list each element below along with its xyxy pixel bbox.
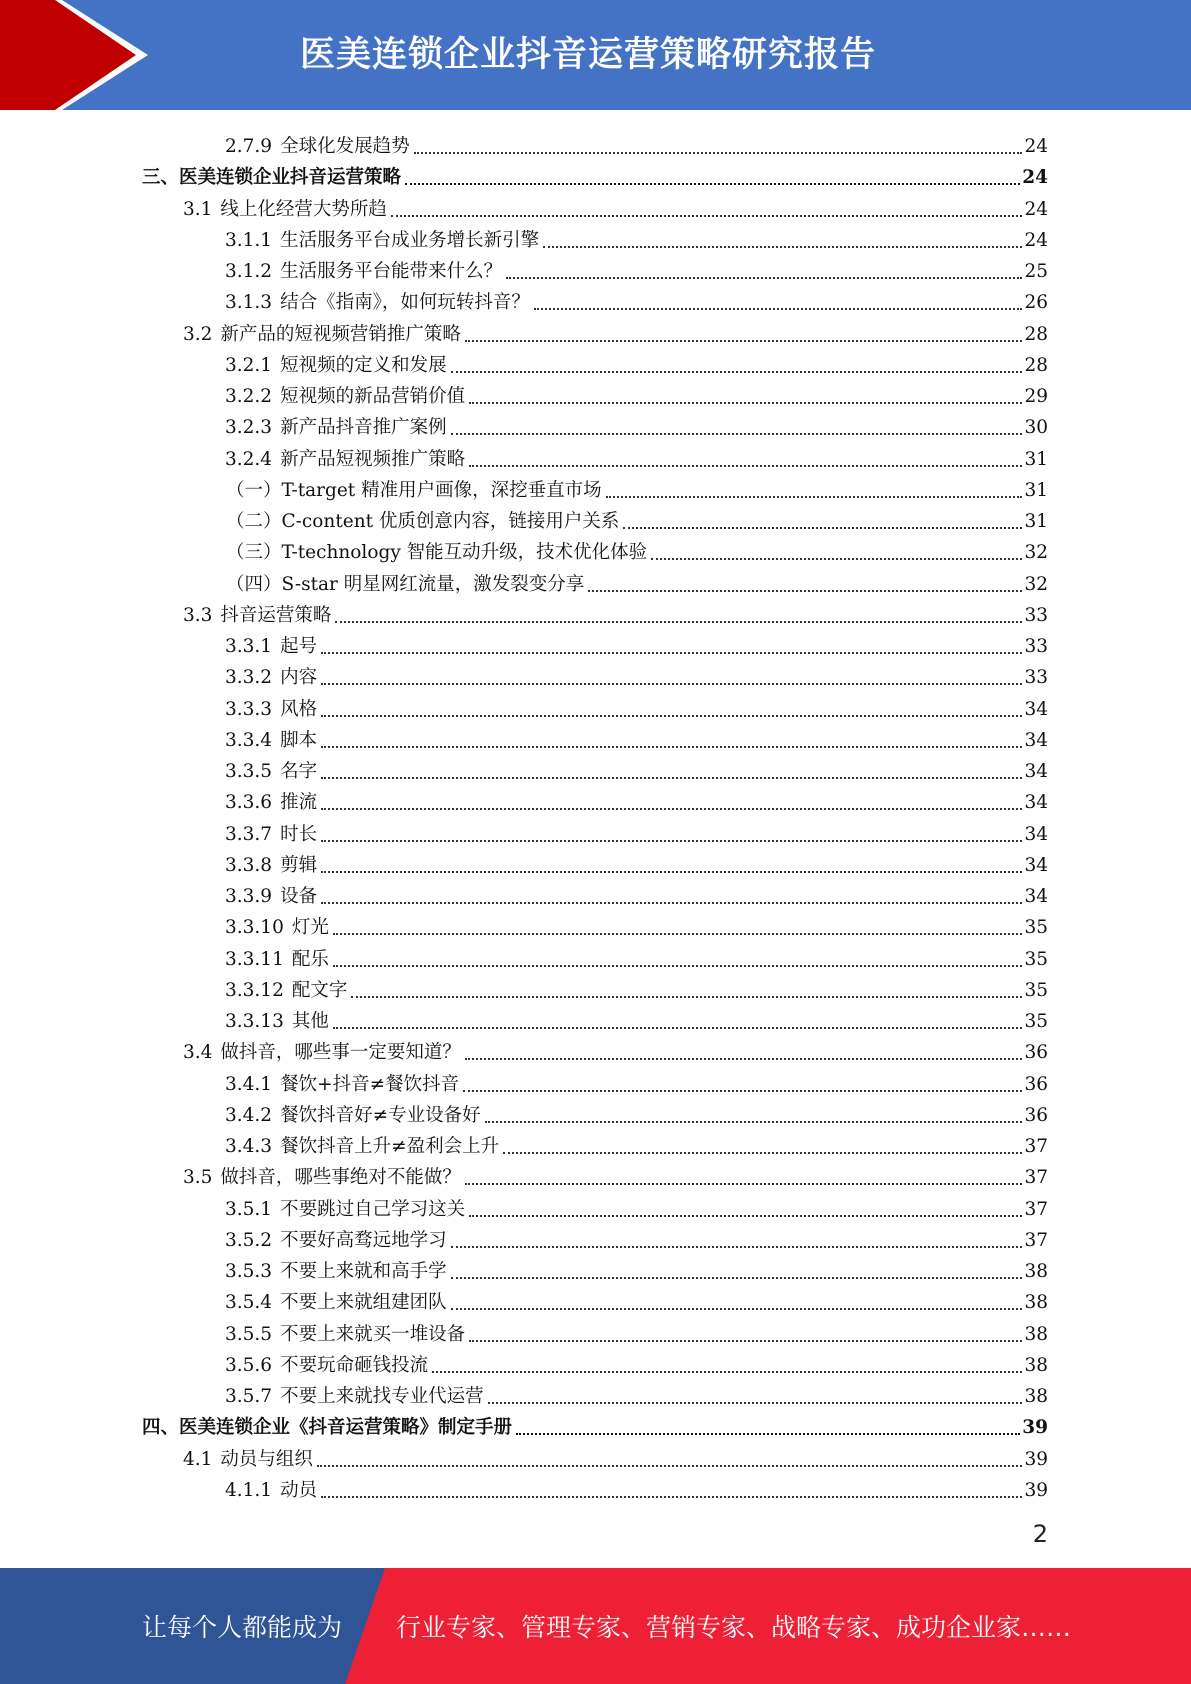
toc-entry-label — [225, 1261, 447, 1283]
toc-entry-title: 其他 — [291, 1011, 329, 1032]
toc-entry-label — [225, 1199, 465, 1221]
toc-dot-leader — [543, 246, 1022, 248]
toc-entry-title: （四）S-star 明星网红流量，激发裂变分享 — [226, 573, 585, 595]
toc-entry-title: 动员 — [280, 1479, 318, 1501]
toc-entry[interactable] — [225, 1377, 1048, 1408]
toc-entry-page: 36 — [1024, 1073, 1048, 1095]
toc-entry-number: 3.5.3 — [225, 1261, 273, 1282]
toc-entry-label — [226, 542, 647, 564]
toc-entry-number: 3.3.5 — [225, 761, 273, 782]
toc-dot-leader — [465, 1058, 1023, 1060]
toc-dot-leader — [321, 871, 1022, 873]
toc-dot-leader — [516, 1433, 1020, 1435]
toc-entry-title: 推流 — [280, 792, 318, 814]
toc-entry-title: 新产品抖音推广案例 — [280, 417, 447, 439]
toc-dot-leader — [391, 215, 1023, 217]
toc-entry-number: 3.3 — [183, 604, 213, 626]
toc-entry-page: 24 — [1024, 198, 1048, 220]
toc-entry-title: （三）T-technology 智能互动升级，技术优化体验 — [226, 542, 648, 564]
toc-entry-title: 线上化经营大势所趋 — [220, 198, 387, 220]
toc-entry-number: 4.1 — [183, 1448, 213, 1470]
toc-dot-leader — [463, 1090, 1022, 1092]
toc-entry-label — [225, 355, 447, 377]
toc-entry[interactable] — [225, 1096, 1048, 1127]
toc-dot-leader — [335, 621, 1022, 623]
toc-entry-number: 3.3.2 — [225, 667, 273, 689]
toc-dot-leader — [503, 1152, 1022, 1154]
toc-entry-title: 不要玩命砸钱投流 — [280, 1354, 429, 1376]
toc-dot-leader — [451, 1277, 1023, 1279]
toc-dot-leader — [469, 465, 1022, 467]
toc-entry-page: 38 — [1024, 1292, 1048, 1314]
toc-entry-number: 3.3.11 — [225, 948, 284, 970]
toc-dot-leader — [432, 1371, 1022, 1373]
toc-entry-label — [225, 699, 317, 721]
toc-entry-number: 3.4.3 — [225, 1136, 273, 1157]
toc-entry[interactable] — [225, 1221, 1048, 1252]
toc-entry[interactable] — [226, 565, 1048, 596]
toc-entry-title: 新产品的短视频营销推广策略 — [220, 323, 461, 345]
toc-entry-page: 39 — [1022, 1417, 1048, 1439]
toc-entry-label — [225, 1074, 459, 1096]
toc-entry-number: 3.3.8 — [225, 854, 273, 876]
toc-entry-page: 30 — [1024, 417, 1048, 439]
toc-dot-leader — [465, 1183, 1023, 1185]
toc-entry-label — [225, 730, 317, 752]
toc-entry-title: 灯光 — [291, 917, 329, 939]
toc-entry[interactable] — [183, 1033, 1048, 1064]
toc-entry-title: 不要上来就找专业代运营 — [280, 1386, 484, 1407]
toc-entry-title: 生活服务平台能带来什么？ — [280, 261, 503, 282]
toc-entry-number: 3.3.6 — [225, 792, 273, 814]
toc-entry-label — [225, 1136, 499, 1158]
toc-entry-number: 3.1.3 — [225, 292, 273, 314]
toc-entry-number: 3.4.1 — [225, 1073, 273, 1095]
toc-entry[interactable] — [225, 940, 1048, 971]
toc-entry-page: 35 — [1024, 979, 1048, 1001]
toc-entry-number: 3.3.10 — [225, 917, 284, 939]
toc-entry-number: 3.2.1 — [225, 354, 273, 376]
toc-entry-title: 生活服务平台成业务增长新引擎 — [280, 229, 540, 251]
toc-entry-title: 做抖音，哪些事一定要知道？ — [220, 1042, 461, 1064]
toc-entry-page: 24 — [1024, 136, 1048, 157]
toc-entry-label — [225, 1230, 447, 1252]
toc-dot-leader — [321, 777, 1022, 779]
toc-entry-label — [225, 824, 317, 846]
toc-entry[interactable] — [225, 658, 1048, 689]
toc-entry-title: 内容 — [280, 667, 318, 689]
toc-entry-label — [225, 1480, 317, 1502]
toc-dot-leader — [651, 558, 1022, 560]
page-footer — [0, 1568, 1191, 1684]
toc-entry[interactable] — [225, 846, 1048, 877]
toc-entry-number: 3.1.2 — [225, 261, 273, 282]
toc-dot-leader — [451, 433, 1023, 435]
toc-entry-number: 3.3.7 — [225, 823, 273, 845]
toc-entry-number: 3.3.1 — [225, 636, 273, 657]
toc-entry[interactable] — [226, 502, 1048, 533]
toc-entry[interactable] — [225, 783, 1048, 814]
toc-entry-label — [225, 1105, 481, 1127]
toc-entry[interactable] — [225, 1346, 1048, 1377]
toc-dot-leader — [451, 371, 1023, 373]
toc-entry-title: 起号 — [280, 636, 318, 657]
toc-entry-title: 四、医美连锁企业《抖音运营策略》制定手册 — [142, 1417, 513, 1439]
toc-dot-leader — [321, 715, 1022, 717]
toc-entry-page: 34 — [1024, 823, 1048, 845]
toc-entry-label — [225, 136, 410, 158]
toc-entry[interactable] — [225, 221, 1048, 252]
toc-entry[interactable] — [183, 596, 1048, 627]
toc-entry-page: 31 — [1024, 448, 1048, 470]
toc-entry[interactable] — [225, 1002, 1048, 1033]
toc-entry-number: 3.5.5 — [225, 1323, 273, 1345]
toc-entry-page: 32 — [1024, 573, 1048, 595]
header-chevron-decoration — [0, 0, 160, 110]
toc-dot-leader — [623, 527, 1022, 529]
page-number: 2 — [1032, 1520, 1048, 1548]
toc-entry-title: 做抖音，哪些事绝对不能做？ — [220, 1167, 461, 1189]
toc-entry-title: 不要上来就组建团队 — [280, 1292, 447, 1314]
toc-entry-page: 37 — [1024, 1136, 1048, 1157]
toc-entry-label — [225, 1011, 329, 1033]
toc-dot-leader — [321, 652, 1022, 654]
toc-entry[interactable] — [225, 1065, 1048, 1096]
toc-entry-label — [142, 167, 401, 189]
toc-entry-label — [183, 1167, 461, 1189]
toc-entry-page: 28 — [1024, 323, 1048, 345]
toc-dot-leader — [317, 1465, 1023, 1467]
toc-dot-leader — [588, 590, 1022, 592]
toc-entry-label — [225, 261, 502, 283]
toc-entry[interactable] — [225, 815, 1048, 846]
toc-entry-page: 28 — [1024, 354, 1048, 376]
toc-dot-leader — [405, 183, 1020, 185]
toc-entry-title: 设备 — [280, 886, 318, 907]
toc-entry[interactable] — [225, 690, 1048, 721]
toc-entry-page: 34 — [1024, 698, 1048, 720]
toc-entry-label — [225, 386, 465, 408]
toc-entry[interactable] — [183, 315, 1048, 346]
toc-dot-leader — [321, 683, 1022, 685]
toc-entry-title: 三、医美连锁企业抖音运营策略 — [142, 167, 402, 189]
toc-entry[interactable] — [183, 1440, 1048, 1471]
toc-entry-title: 结合《指南》，如何玩转抖音？ — [280, 292, 530, 314]
toc-entry-title: 配乐 — [291, 948, 329, 970]
toc-dot-leader — [606, 496, 1023, 498]
toc-entry[interactable] — [225, 752, 1048, 783]
toc-entry[interactable] — [142, 1408, 1048, 1439]
toc-entry-title: 名字 — [280, 761, 318, 782]
toc-dot-leader — [321, 746, 1022, 748]
toc-entry-page: 33 — [1024, 604, 1048, 626]
toc-entry-page: 35 — [1024, 1011, 1048, 1032]
toc-entry[interactable] — [226, 471, 1048, 502]
toc-entry-label — [225, 980, 347, 1002]
toc-entry-page: 38 — [1024, 1386, 1048, 1407]
toc-entry[interactable] — [225, 1190, 1048, 1221]
toc-entry-label — [225, 636, 317, 658]
toc-entry-number: 3.5 — [183, 1167, 213, 1189]
toc-entry-label — [225, 886, 317, 908]
toc-entry-page: 35 — [1024, 917, 1048, 939]
toc-entry-label — [225, 792, 317, 814]
toc-entry-number: 4.1.1 — [225, 1479, 273, 1501]
toc-entry-page: 31 — [1024, 511, 1048, 532]
toc-entry[interactable] — [225, 408, 1048, 439]
toc-entry-page: 34 — [1024, 886, 1048, 907]
toc-entry-label — [183, 324, 461, 346]
toc-entry-title: 动员与组织 — [220, 1448, 313, 1470]
toc-entry-number: 3.5.7 — [225, 1386, 273, 1407]
toc-entry[interactable] — [225, 1283, 1048, 1314]
toc-entry-page: 34 — [1024, 761, 1048, 782]
toc-dot-leader — [333, 933, 1023, 935]
toc-dot-leader — [451, 1246, 1023, 1248]
toc-entry-number: 3.3.13 — [225, 1011, 284, 1032]
toc-entry-label — [183, 605, 331, 627]
toc-entry-label — [225, 949, 329, 971]
toc-entry[interactable] — [225, 127, 1048, 158]
toc-entry-page: 26 — [1024, 292, 1048, 314]
toc-entry-label — [225, 1355, 428, 1377]
toc-entry[interactable] — [225, 721, 1048, 752]
toc-dot-leader — [321, 840, 1022, 842]
toc-entry-label — [226, 511, 619, 533]
toc-entry[interactable] — [225, 283, 1048, 314]
toc-entry-number: 3.3.12 — [225, 979, 284, 1001]
toc-entry-label — [183, 1042, 461, 1064]
toc-entry[interactable] — [225, 377, 1048, 408]
toc-entry[interactable] — [183, 1158, 1048, 1189]
footer-slogan-right: 行业专家、管理专家、营销专家、战略专家、成功企业家…… — [396, 1613, 1072, 1642]
toc-entry-page: 33 — [1024, 636, 1048, 657]
toc-entry-number: 3.5.2 — [225, 1229, 273, 1251]
toc-entry-label — [226, 574, 584, 596]
toc-entry-title: 时长 — [280, 823, 318, 845]
toc-entry-number: 3.2 — [183, 323, 213, 345]
toc-entry-title: 配文字 — [291, 979, 348, 1001]
toc-entry-page: 37 — [1024, 1198, 1048, 1220]
toc-entry-page: 31 — [1024, 479, 1048, 501]
toc-entry-title: 短视频的新品营销价值 — [280, 386, 466, 407]
toc-dot-leader — [465, 340, 1023, 342]
toc-entry-page: 39 — [1024, 1479, 1048, 1501]
toc-entry-number: 3.5.4 — [225, 1292, 273, 1314]
page-header — [0, 0, 1191, 110]
toc-entry-label — [225, 417, 447, 439]
toc-entry-label — [225, 917, 329, 939]
toc-entry[interactable] — [225, 877, 1048, 908]
toc-entry-page: 36 — [1024, 1104, 1048, 1126]
toc-entry-title: 餐饮+抖音≠餐饮抖音 — [280, 1073, 460, 1095]
toc-entry[interactable] — [225, 1315, 1048, 1346]
toc-entry-title: 抖音运营策略 — [220, 604, 332, 626]
toc-entry-page: 24 — [1024, 229, 1048, 251]
toc-dot-leader — [351, 996, 1022, 998]
toc-entry-page: 36 — [1024, 1042, 1048, 1064]
toc-entry-label — [225, 761, 317, 783]
toc-dot-leader — [469, 1215, 1022, 1217]
toc-entry-label — [225, 855, 317, 877]
toc-dot-leader — [321, 902, 1022, 904]
toc-entry[interactable] — [225, 627, 1048, 658]
toc-entry-page: 34 — [1024, 792, 1048, 814]
toc-entry[interactable] — [225, 908, 1048, 939]
toc-entry-page: 29 — [1024, 386, 1048, 407]
toc-entry-label — [225, 292, 530, 314]
toc-entry-title: 餐饮抖音好≠专业设备好 — [280, 1104, 481, 1126]
footer-slogan-left: 让每个人都能成为 — [142, 1613, 343, 1642]
toc-entry-title: 不要好高骛远地学习 — [280, 1229, 447, 1251]
toc-entry[interactable] — [225, 440, 1048, 471]
toc-entry-number: 3.2.3 — [225, 417, 273, 439]
toc-entry-page: 32 — [1024, 542, 1048, 564]
toc-entry-page: 34 — [1024, 729, 1048, 751]
toc-entry-label — [225, 1324, 465, 1346]
toc-entry-page: 37 — [1024, 1229, 1048, 1251]
toc-dot-leader — [469, 402, 1022, 404]
toc-entry-title: （二）C-content 优质创意内容，链接用户关系 — [226, 511, 620, 532]
toc-entry[interactable] — [225, 346, 1048, 377]
toc-entry-page: 39 — [1024, 1448, 1048, 1470]
toc-entry-number: 3.3.3 — [225, 698, 273, 720]
toc-entry[interactable] — [225, 1471, 1048, 1502]
toc-entry[interactable] — [226, 533, 1048, 564]
toc-entry-number: 3.5.1 — [225, 1198, 273, 1220]
toc-entry-number: 3.4.2 — [225, 1104, 273, 1126]
toc-entry-title: 新产品短视频推广策略 — [280, 448, 466, 470]
toc-entry-page: 38 — [1024, 1323, 1048, 1345]
toc-entry-title: 脚本 — [280, 729, 318, 751]
toc-entry-number: 3.3.9 — [225, 886, 273, 907]
toc-dot-leader — [321, 1496, 1022, 1498]
toc-entry-title: 不要上来就买一堆设备 — [280, 1323, 466, 1345]
toc-entry-label — [225, 667, 317, 689]
toc-entry-number: 3.1 — [183, 198, 213, 220]
toc-entry[interactable] — [225, 1252, 1048, 1283]
toc-entry-number: 3.3.4 — [225, 729, 273, 751]
toc-entry-label — [225, 1292, 447, 1314]
toc-entry-label — [183, 1449, 313, 1471]
toc-entry-page: 34 — [1024, 854, 1048, 876]
toc-dot-leader — [506, 277, 1022, 279]
toc-entry-title: （一）T-target 精准用户画像，深挖垂直市场 — [226, 479, 602, 501]
toc-entry-title: 风格 — [280, 698, 318, 720]
toc-dot-leader — [469, 1340, 1022, 1342]
toc-dot-leader — [333, 965, 1023, 967]
toc-entry-number: 3.5.6 — [225, 1354, 273, 1376]
toc-entry-page: 35 — [1024, 948, 1048, 970]
toc-entry-label — [226, 480, 602, 502]
toc-entry[interactable] — [225, 252, 1048, 283]
toc-entry-title: 餐饮抖音上升≠盈利会上升 — [280, 1136, 500, 1157]
toc-entry-number: 3.2.2 — [225, 386, 273, 407]
toc-entry-title: 不要上来就和高手学 — [280, 1261, 447, 1282]
toc-dot-leader — [321, 808, 1022, 810]
toc-entry-title: 全球化发展趋势 — [280, 136, 410, 157]
toc-entry-label — [225, 1386, 484, 1408]
report-title: 医美连锁企业抖音运营策略研究报告 — [300, 35, 877, 75]
toc-dot-leader — [488, 1402, 1023, 1404]
toc-entry-title: 剪辑 — [280, 854, 318, 876]
toc-entry-number: 3.4 — [183, 1042, 213, 1064]
toc-entry-label — [225, 230, 539, 252]
toc-entry-page: 25 — [1024, 261, 1048, 282]
toc-entry-label — [142, 1417, 512, 1439]
toc-entry[interactable] — [225, 1127, 1048, 1158]
toc-entry[interactable] — [225, 971, 1048, 1002]
toc-entry-page: 24 — [1022, 167, 1048, 189]
toc-dot-leader — [451, 1308, 1023, 1310]
toc-entry-number: 3.2.4 — [225, 448, 273, 470]
toc-entry-page: 38 — [1024, 1354, 1048, 1376]
toc-dot-leader — [485, 1121, 1023, 1123]
toc-entry-page: 37 — [1024, 1167, 1048, 1189]
toc-entry-label — [225, 449, 465, 471]
toc-entry-title: 短视频的定义和发展 — [280, 354, 447, 376]
toc-entry-title: 不要跳过自己学习这关 — [280, 1198, 466, 1220]
toc-entry[interactable] — [183, 190, 1048, 221]
toc-entry-page: 38 — [1024, 1261, 1048, 1282]
toc-entry-number: 2.7.9 — [225, 136, 273, 157]
toc-entry-page: 33 — [1024, 667, 1048, 689]
toc-dot-leader — [333, 1027, 1023, 1029]
toc-dot-leader — [414, 152, 1023, 154]
toc-entry[interactable] — [142, 158, 1048, 189]
toc-entry-label — [183, 199, 387, 221]
toc-dot-leader — [534, 308, 1023, 310]
toc-entry-number: 3.1.1 — [225, 229, 273, 251]
